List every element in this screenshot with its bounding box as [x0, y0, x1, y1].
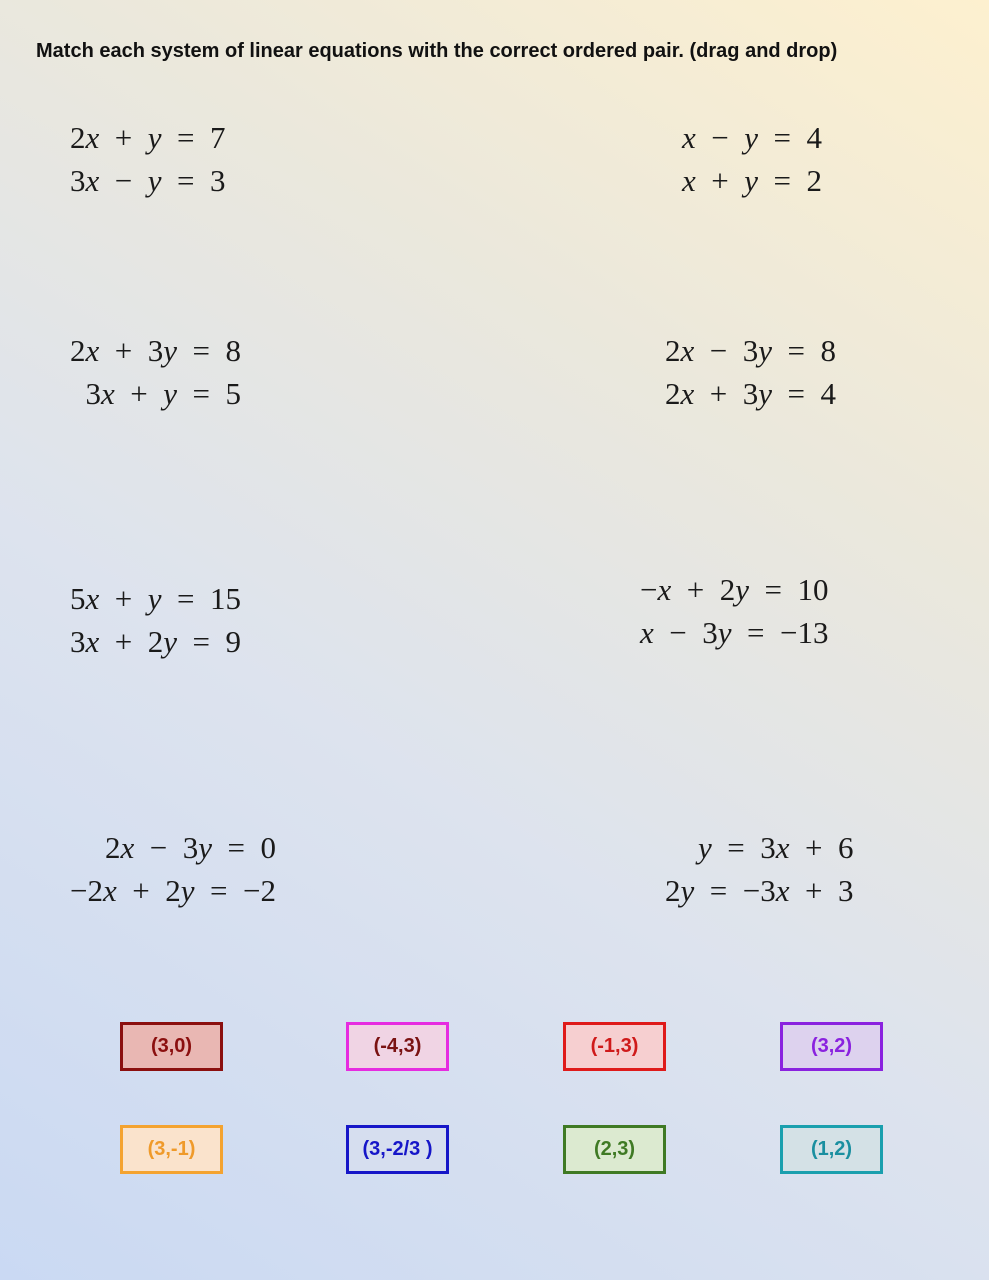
equation-2: x − 3y = −13 [640, 615, 829, 650]
answer-chip-1-2[interactable]: (1,2) [780, 1125, 883, 1174]
equation-system-1 [70, 116, 226, 202]
equation-system-3 [70, 329, 241, 415]
equation-1: −x + 2y = 10 [640, 572, 829, 607]
equation-1: 2x − 3y = 8 [665, 333, 836, 368]
answer-chip-neg1-3[interactable]: (-1,3) [563, 1022, 666, 1071]
equation-1: 5x + y = 15 [70, 581, 241, 616]
answer-chip-3-2[interactable]: (3,2) [780, 1022, 883, 1071]
equation-system-8 [665, 826, 853, 912]
equation-2: −2x + 2y = −2 [70, 873, 276, 908]
answer-chip-3-neg1[interactable]: (3,-1) [120, 1125, 223, 1174]
equation-system-6 [640, 568, 828, 654]
answer-chip-3-neg2-3[interactable]: (3,-2/3 ) [346, 1125, 449, 1174]
answer-chip-neg4-3[interactable]: (-4,3) [346, 1022, 449, 1071]
equation-2: 3x − y = 3 [70, 163, 226, 198]
equation-1: 2x + y = 7 [70, 120, 226, 155]
equation-2: 3x + y = 5 [85, 376, 241, 411]
answer-chip-3-0[interactable]: (3,0) [120, 1022, 223, 1071]
equation-system-7 [70, 826, 276, 912]
equation-2: 2x + 3y = 4 [665, 376, 836, 411]
instructions-title: Match each system of linear equations with the correct ordered pair. (drag and drop) [36, 40, 838, 62]
equation-2: x + y = 2 [682, 163, 822, 198]
equation-1: 2x − 3y = 0 [104, 830, 276, 865]
equation-system-2 [682, 116, 822, 202]
equation-system-4 [665, 329, 836, 415]
equation-2: 2y = −3x + 3 [665, 873, 854, 908]
equation-1: y = 3x + 6 [697, 830, 854, 865]
equation-2: 3x + 2y = 9 [70, 624, 241, 659]
equation-system-5 [70, 577, 241, 663]
answer-chip-2-3[interactable]: (2,3) [563, 1125, 666, 1174]
equation-1: x − y = 4 [682, 120, 822, 155]
equation-1: 2x + 3y = 8 [70, 333, 241, 368]
